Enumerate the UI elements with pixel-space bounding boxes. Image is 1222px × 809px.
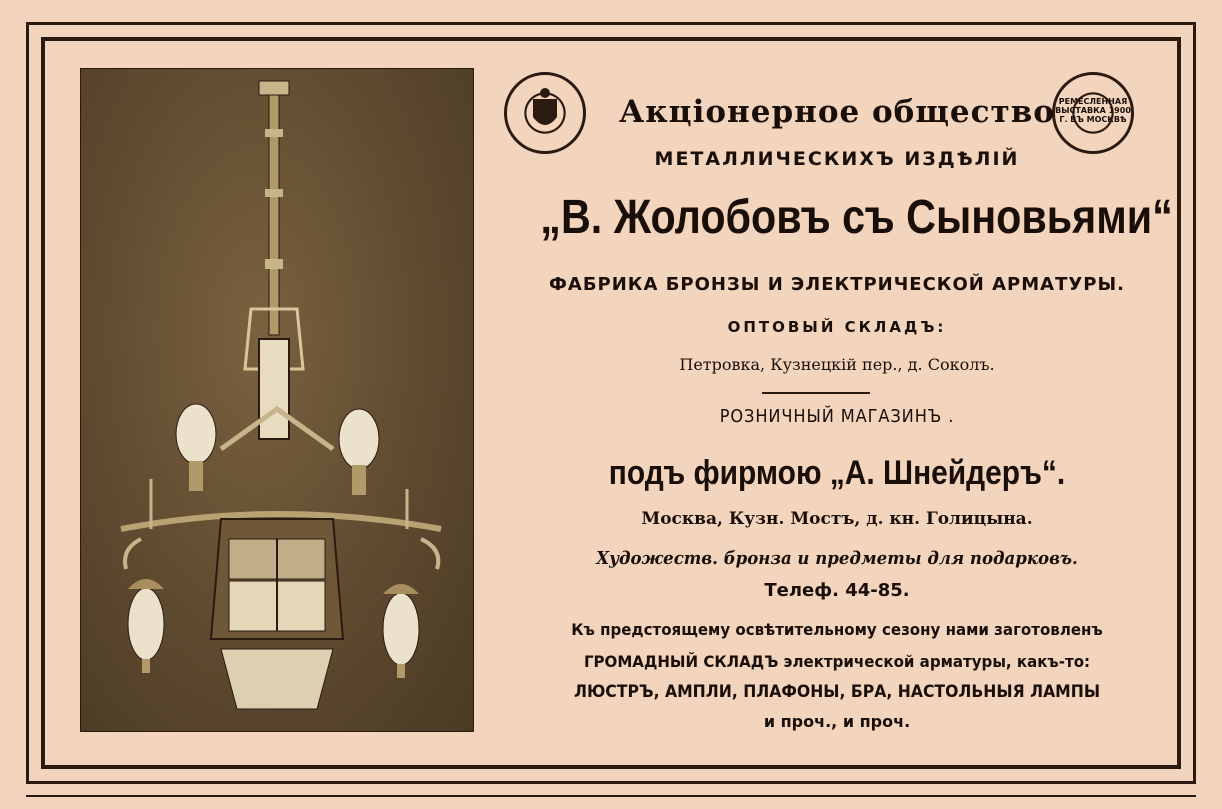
advert-subtitle: МЕТАЛЛИЧЕСКИХЪ ИЗДѢЛІЙ (654, 148, 1020, 170)
chandelier-icon (81, 69, 473, 731)
offer-line-1: Къ предстоящему освѣтительному сезону нами заготовленъ (571, 620, 1103, 639)
factory-tagline: ФАБРИКА БРОНЗЫ И ЭЛЕКТРИЧЕСКОЙ АРМАТУРЫ. (549, 274, 1125, 295)
medal-text: РЕМЕСЛЕННАЯ ВЫСТАВКА 1900 Г. ВЪ МОСКВѢ (1055, 97, 1131, 124)
advert-title: Акціонерное общество (619, 94, 1055, 130)
wholesale-heading: ОПТОВЫЙ СКЛАДЪ: (727, 318, 947, 336)
retail-phone: Телеф. 44-85. (764, 580, 910, 601)
wholesale-address: Петровка, Кузнецкій пер., д. Соколъ. (679, 355, 995, 374)
retail-firm: подъ фирмою „А. Шнейдеръ“. (608, 454, 1066, 492)
company-name: „В. Жолобовъ съ Сыновьями“ (540, 191, 1173, 244)
offer-line-3: ЛЮСТРЪ, АМПЛИ, ПЛАФОНЫ, БРА, НАСТОЛЬНЫЯ ЛАМПЫ (573, 682, 1101, 702)
chandelier-photo (80, 68, 474, 732)
offer-line-4: и проч., и проч. (763, 712, 911, 731)
retail-goods: Художеств. бронза и предметы для подарковъ. (596, 548, 1078, 569)
retail-heading: РОЗНИЧНЫЙ МАГАЗИНЪ . (719, 406, 955, 427)
advertisement-text (492, 62, 1182, 742)
offer-line-2: ГРОМАДНЫЙ СКЛАДЪ электрической арматуры, какъ-то: (583, 652, 1091, 671)
retail-address: Москва, Кузн. Мостъ, д. кн. Голицына. (641, 509, 1033, 529)
section-divider (762, 392, 870, 394)
bottom-rule (26, 795, 1196, 797)
